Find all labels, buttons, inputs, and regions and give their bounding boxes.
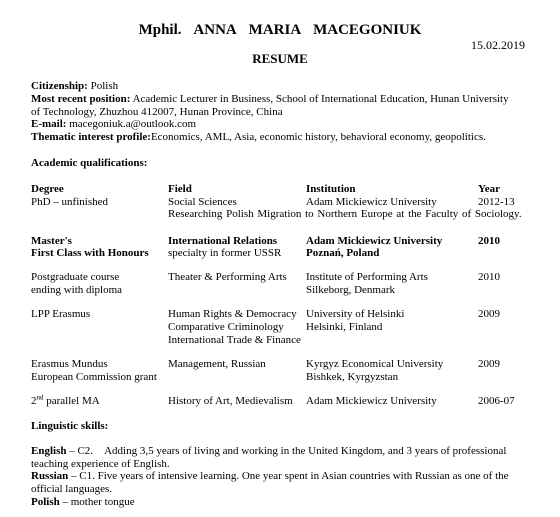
masters-year: 2010 — [478, 235, 500, 247]
masters-honours: First Class with Honours — [31, 247, 149, 259]
lpp-institution: University of Helsinki — [306, 308, 405, 320]
english-text: Adding 3,5 years of living and working in the United Kingdom, and 3 years of professional — [104, 445, 507, 457]
linguistic-heading: Linguistic skills: — [31, 420, 109, 432]
english-level: – C2. — [66, 445, 94, 457]
lpp-field-3: International Trade & Finance — [168, 334, 301, 346]
academic-heading: Academic qualifications: — [31, 157, 148, 169]
email-label: E-mail: — [31, 118, 67, 130]
polish-text: – mother tongue — [59, 496, 135, 508]
postgrad-diploma: ending with diploma — [31, 284, 123, 296]
col-header-year: Year — [478, 183, 500, 195]
thematic-value: Economics, AML, Asia, economic history, behavioral economy, geopolitics. — [150, 131, 486, 143]
mundus-grant: European Commission grant — [31, 371, 157, 383]
phd-institution: Adam Mickiewicz University — [306, 196, 437, 208]
english-line-2: teaching experience of English. — [31, 458, 170, 470]
phd-note: Researching Polish Migration to Northern Europe at the Faculty of Sociology. — [168, 208, 522, 220]
phd-degree: PhD – unfinished — [31, 196, 108, 208]
position-line-2: of Technology, Zhuzhou 412007, Hunan Province, China — [31, 106, 283, 118]
mundus-year: 2009 — [478, 358, 500, 370]
citizenship-label: Citizenship: — [31, 80, 88, 92]
postgrad-location: Silkeborg, Denmark — [306, 284, 396, 296]
masters-location: Poznań, Poland — [306, 247, 380, 259]
phd-field: Social Sciences — [168, 196, 237, 208]
lpp-year: 2009 — [478, 308, 500, 320]
col-header-institution: Institution — [306, 183, 356, 195]
masters-degree: Master's — [31, 235, 72, 247]
thematic-label: Thematic interest profile: — [31, 131, 151, 143]
col-header-field: Field — [168, 183, 192, 195]
parallel-degree — [31, 395, 100, 408]
lpp-degree: LPP Erasmus — [31, 308, 91, 320]
postgrad-degree: Postgraduate course — [31, 271, 120, 283]
col-header-degree: Degree — [31, 183, 64, 195]
lpp-field-1: Human Rights & Democracy — [168, 308, 297, 320]
mundus-degree: Erasmus Mundus — [31, 358, 108, 370]
english-line — [31, 445, 506, 458]
mundus-location: Bishkek, Kyrgyzstan — [306, 371, 399, 383]
resume-date: 15.02.2019 — [471, 38, 525, 52]
polish-line — [31, 496, 135, 509]
polish-label: Polish — [31, 496, 60, 508]
position-label: Most recent position: — [31, 93, 131, 105]
citizenship-line — [31, 80, 118, 93]
english-label: English — [31, 445, 67, 457]
russian-text: – C1. Five years of intensive learning. One year spent in Asian countries with Russian as one of the — [68, 470, 509, 482]
position-line — [31, 93, 509, 106]
mundus-field: Management, Russian — [168, 358, 266, 370]
position-value: Academic Lecturer in Business, School of International Education, Hunan University — [132, 93, 509, 105]
lpp-field-2: Comparative Criminology — [168, 321, 284, 333]
russian-label: Russian — [31, 470, 69, 482]
russian-line-2: official languages. — [31, 483, 113, 495]
citizenship-value: Polish — [90, 80, 119, 92]
masters-field: International Relations — [168, 235, 278, 247]
parallel-field: History of Art, Medievalism — [168, 395, 293, 407]
email-value: macegoniuk.a@outlook.com — [69, 118, 197, 130]
postgrad-year: 2010 — [478, 271, 500, 283]
thematic-line — [31, 131, 486, 144]
phd-year: 2012-13 — [478, 196, 515, 208]
lpp-location: Helsinki, Finland — [306, 321, 383, 333]
postgrad-institution: Institute of Performing Arts — [306, 271, 428, 283]
parallel-degree-suffix: nd — [36, 393, 44, 402]
email-line — [31, 118, 196, 131]
parallel-institution: Adam Mickiewicz University — [306, 395, 437, 407]
resume-title: RESUME — [252, 51, 308, 66]
masters-specialty: specialty in former USSR — [168, 247, 282, 259]
mundus-institution: Kyrgyz Economical University — [306, 358, 444, 370]
candidate-name: Mphil. ANNA MARIA MACEGONIUK — [138, 22, 422, 38]
parallel-year: 2006-07 — [478, 395, 515, 407]
parallel-degree-number: 2 — [31, 395, 37, 407]
russian-line — [31, 470, 509, 483]
postgrad-field: Theater & Performing Arts — [168, 271, 287, 283]
masters-institution: Adam Mickiewicz University — [306, 235, 443, 247]
parallel-degree-text: parallel MA — [43, 395, 100, 407]
